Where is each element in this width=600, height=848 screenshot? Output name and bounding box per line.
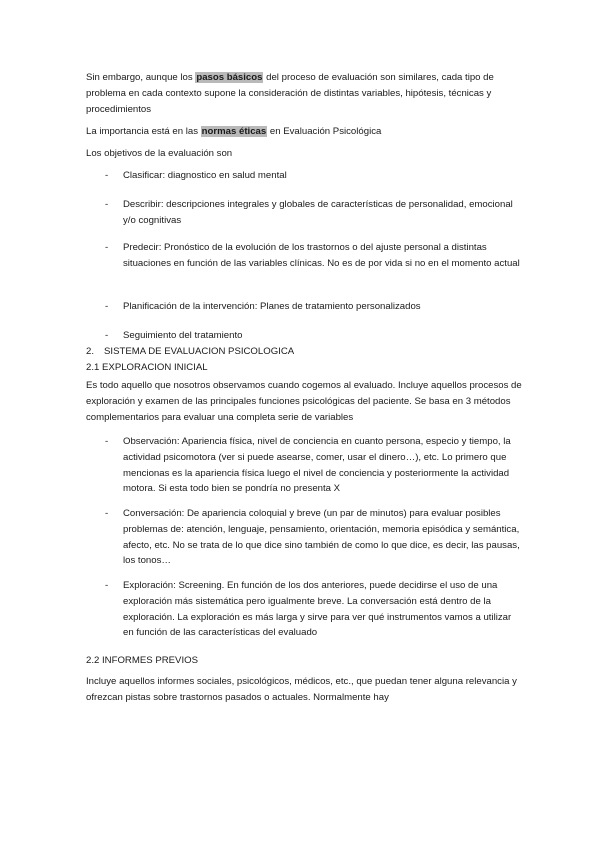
highlight-normas-eticas: normas éticas bbox=[201, 126, 267, 137]
method-text: Conversación: De apariencia coloquial y breve (un par de minutos) para evaluar posibles problemas de: atención, lenguaje, pensamiento, orientación, memoria episódica y semántica, afecto, etc. No se trata de lo que dice sino también de como lo que dice, es decir, las pausas, los tonos… bbox=[123, 508, 520, 567]
section-title: EXPLORACION INICIAL bbox=[102, 362, 208, 373]
dash-marker: - bbox=[105, 170, 109, 181]
objective-text: Clasificar: diagnostico en salud mental bbox=[123, 170, 287, 181]
highlight-pasos-basicos: pasos básicos bbox=[196, 72, 263, 83]
section-title: INFORMES PREVIOS bbox=[102, 655, 198, 666]
intro-text-start: Sin embargo, aunque los bbox=[86, 72, 196, 83]
dash-marker: - bbox=[105, 301, 109, 312]
dash-marker: - bbox=[105, 242, 109, 253]
method-text: Exploración: Screening. En función de los dos anteriores, puede decidirse el uso de una exploración más sistemática pero igualmente breve. La conversación está dentro de la exploración. La exploración es más larga y sirve para ver qué instrumentos vamos a utilizar en función de las características del evaluado bbox=[123, 580, 512, 639]
intro-text-end: del proceso de evaluación son similares, cada tipo de problema en cada contexto supone la consideración de distintas variables, hipótesis, técnicas y procedimientos bbox=[86, 72, 494, 115]
section-2-1-paragraph: Es todo aquello que nosotros observamos cuando cogemos al evaluado. Incluye aquellos procesos de exploración y examen de las principales funciones psicológicas del paciente. Se basa en 3 métodos complementarios para evaluar una completa serie de variables bbox=[86, 380, 522, 423]
objective-text: Predecir: Pronóstico de la evolución de los trastornos o del ajuste personal a distintas situaciones en función de las variables clínicas. No es de por vida si no en el momento actual bbox=[123, 242, 520, 269]
section-2-2-heading bbox=[86, 653, 198, 669]
objective-text: Planificación de la intervención: Planes de tratamiento personalizados bbox=[123, 301, 421, 312]
section-2-heading bbox=[86, 344, 294, 360]
section-title: SISTEMA DE EVALUACION PSICOLOGICA bbox=[104, 346, 295, 357]
objective-text: Seguimiento del tratamiento bbox=[123, 330, 243, 341]
dash-marker: - bbox=[105, 436, 109, 447]
section-number: 2.2 bbox=[86, 655, 100, 666]
importance-text-start: La importancia está en las bbox=[86, 126, 201, 137]
dash-marker: - bbox=[105, 330, 109, 341]
dash-marker: - bbox=[105, 508, 109, 519]
section-number: 2. bbox=[86, 346, 95, 357]
importance-paragraph bbox=[86, 124, 526, 140]
section-2-2-paragraph: Incluye aquellos informes sociales, psicológicos, médicos, etc., que puedan tener alguna relevancia y ofrezcan pistas sobre trastornos pasados o actuales. Normalmente hay bbox=[86, 676, 517, 703]
section-2-1-heading bbox=[86, 360, 208, 376]
intro-paragraph bbox=[86, 70, 526, 117]
method-text: Observación: Apariencia física, nivel de conciencia en cuanto persona, especio y tiempo, la actividad psicomotora (ver si puede asearse, comer, usar el dinero…), etc. Lo primero que mencionas es la apariencia física luego el nivel de conciencia y posteriormente la actividad motora. Si esta todo bien se pondría no presenta X bbox=[123, 436, 511, 495]
dash-marker: - bbox=[105, 580, 109, 591]
section-number: 2.1 bbox=[86, 362, 100, 373]
objective-text: Describir: descripciones integrales y globales de características de personalidad, emocional y/o cognitivas bbox=[123, 199, 513, 226]
objectives-intro: Los objetivos de la evaluación son bbox=[86, 148, 233, 159]
dash-marker: - bbox=[105, 199, 109, 210]
importance-text-end: en Evaluación Psicológica bbox=[267, 126, 382, 137]
